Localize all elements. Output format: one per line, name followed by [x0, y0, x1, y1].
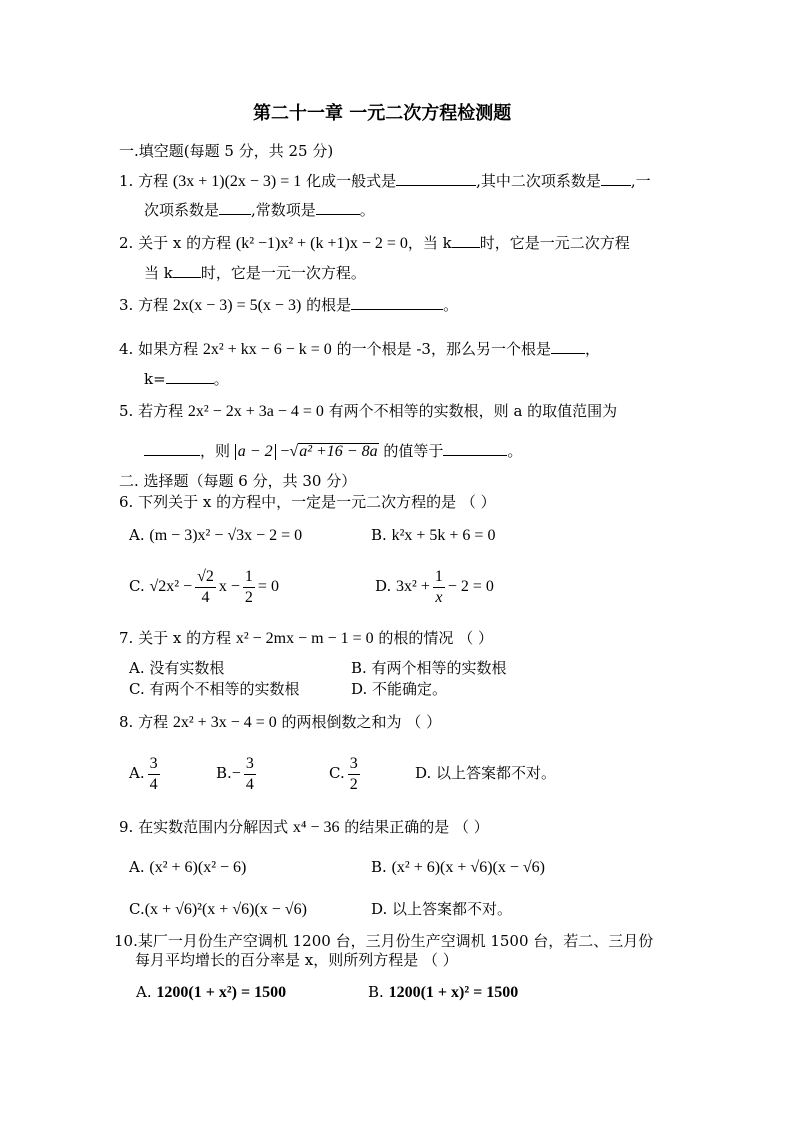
fraction — [348, 754, 360, 795]
answer-blank[interactable] — [316, 200, 360, 215]
absolute-value-expression: a − 2 — [235, 444, 276, 460]
fraction-denominator: 4 — [201, 588, 210, 606]
fraction-denominator: x — [435, 588, 443, 606]
answer-blank[interactable] — [396, 171, 476, 186]
option-label: D. — [375, 577, 392, 595]
fraction — [433, 567, 445, 608]
question-6-stem: 6. 下列关于 x 的方程中，一定是一元二次方程的是 （ ） — [119, 493, 496, 511]
answer-blank[interactable] — [219, 200, 251, 215]
question-text: ，则 — [200, 442, 231, 460]
question-text: 时，它是一元二次方程 — [479, 234, 630, 252]
question-text: 方程 — [138, 296, 169, 314]
question-text: 的根是 — [306, 296, 352, 314]
option-label: B. — [371, 858, 387, 876]
question-text: 化成一般式是 — [306, 172, 397, 190]
section-fill-blank-heading: 一.填空题(每题 5 分，共 25 分) — [119, 142, 334, 160]
fraction — [243, 567, 255, 608]
minus-sign: − — [280, 443, 290, 460]
option-equation: (x² + 6)(x² − 6) — [149, 859, 247, 876]
option-equation-part: √2x² − — [149, 578, 193, 595]
question-6-option-b[interactable] — [371, 525, 495, 546]
question-4-line-2 — [144, 369, 229, 389]
question-1-line-1: 1. 方程 (3x + 1)(2x − 3) = 1 化成一般式是 ,其中二次项系数是 ,一 — [119, 172, 651, 190]
question-10-line-1: 10.某厂一月份生产空调机 1200 台，三月份生产空调机 1500 台，若二、三月份 — [114, 932, 654, 950]
option-label: B. — [371, 526, 387, 544]
option-label: A. — [129, 858, 145, 876]
question-text: 7. 关于 x 的方程 — [119, 629, 232, 647]
question-5-line-1 — [119, 401, 617, 422]
question-number: 4. — [119, 340, 134, 358]
question-3 — [119, 295, 458, 316]
punctuation: 。 — [507, 442, 523, 460]
page-title: 第二十一章 一元二次方程检测题 — [253, 103, 512, 124]
question-7-option-a[interactable]: A. 没有实数根 — [129, 659, 225, 677]
fraction-numerator: 1 — [433, 567, 445, 588]
question-number: 3. — [119, 296, 134, 314]
fraction-numerator: 1 — [243, 567, 255, 588]
equation: 2x² + kx − 6 − k = 0 — [202, 341, 332, 358]
option-equation-part: − 2 = 0 — [447, 578, 494, 595]
question-number: 2. — [119, 234, 134, 252]
question-9-option-c[interactable] — [129, 899, 307, 920]
question-8-option-a[interactable] — [129, 752, 163, 795]
punctuation: 。 — [213, 370, 229, 388]
sqrt-expression: a² +16 − 8a — [299, 443, 378, 460]
question-number: 1. — [119, 172, 134, 190]
question-text: 关于 x 的方程 — [138, 234, 232, 252]
answer-blank[interactable] — [551, 339, 585, 354]
option-label: C. — [329, 764, 345, 782]
question-2-line-2 — [144, 263, 366, 283]
fraction-denominator: 4 — [149, 775, 158, 793]
fraction-numerator: √2 — [195, 567, 216, 588]
option-equation: 1200(1 + x²) = 1500 — [156, 984, 287, 1001]
question-number: 5. — [119, 402, 134, 420]
question-text: 有两个不相等的实数根，则 a 的取值范围为 — [328, 402, 618, 420]
option-equation-part: 3x² + — [396, 578, 430, 595]
question-9-option-a[interactable] — [129, 857, 246, 878]
option-label: B. — [368, 983, 384, 1001]
equation: 2x² − 2x + 3a − 4 = 0 — [187, 403, 324, 420]
answer-blank[interactable] — [443, 441, 507, 456]
option-label: A. — [129, 764, 145, 782]
equation: 2x(x − 3) = 5(x − 3) — [172, 297, 302, 314]
question-text: 的结果正确的是 （ ） — [344, 818, 489, 836]
answer-blank[interactable] — [601, 171, 631, 186]
fraction — [148, 754, 160, 795]
question-6-option-c[interactable] — [129, 566, 279, 608]
question-10-line-2: 每月平均增长的百分率是 x，则所列方程是 （ ） — [135, 951, 458, 969]
question-text: 9. 在实数范围内分解因式 — [119, 818, 289, 836]
answer-blank[interactable] — [166, 369, 214, 384]
question-8-option-d[interactable]: D. 以上答案都不对。 — [415, 764, 557, 782]
option-label: A. — [136, 983, 152, 1001]
option-equation-part: = 0 — [257, 578, 279, 595]
question-9-option-d[interactable]: D. 以上答案都不对。 — [371, 900, 513, 918]
equation: (k² −1)x² + (k +1)x − 2 = 0 — [235, 235, 408, 252]
equation: 2x² + 3x − 4 = 0 — [172, 714, 277, 731]
question-text: 若方程 — [138, 402, 184, 420]
question-10-option-b[interactable] — [368, 982, 518, 1003]
option-label: B. — [216, 764, 232, 782]
answer-blank[interactable] — [144, 441, 200, 456]
question-8-option-b[interactable] — [216, 752, 259, 795]
punctuation: ， — [584, 340, 600, 358]
question-2-line-1 — [119, 233, 630, 254]
question-8-option-c[interactable] — [329, 752, 363, 795]
answer-blank[interactable] — [173, 263, 201, 278]
question-4-line-1 — [119, 339, 600, 360]
question-7-stem — [119, 628, 493, 649]
question-text: 次项系数是 — [144, 201, 220, 219]
question-9-option-b[interactable] — [371, 857, 545, 878]
fraction-numerator: 3 — [244, 754, 256, 775]
question-8-stem — [119, 712, 441, 733]
question-9-stem — [119, 817, 489, 838]
question-7-option-b[interactable]: B. 有两个相等的实数根 — [351, 659, 507, 677]
sqrt-symbol: √ — [289, 443, 299, 460]
question-10-option-a[interactable] — [136, 982, 286, 1003]
question-text: ,常数项是 — [251, 201, 316, 219]
option-equation: (m − 3)x² − √3x − 2 = 0 — [149, 527, 303, 544]
question-text: 8. 方程 — [119, 713, 169, 731]
question-text: 方程 — [138, 172, 169, 190]
option-equation: 1200(1 + x)² = 1500 — [388, 984, 519, 1001]
question-text: 的值等于 — [383, 442, 444, 460]
fraction — [195, 567, 216, 608]
fraction — [244, 754, 256, 795]
question-1-line-2 — [144, 200, 375, 220]
fraction-denominator: 2 — [244, 588, 253, 606]
question-text: ，当 k — [407, 234, 452, 252]
question-text: 当 k — [144, 264, 173, 282]
option-equation: (x + √6)²(x + √6)(x − √6) — [144, 901, 307, 918]
option-label: C. — [129, 577, 145, 595]
minus-sign: − — [231, 765, 241, 782]
punctuation: 。 — [443, 296, 459, 314]
question-6-option-d[interactable] — [375, 566, 494, 608]
answer-blank[interactable] — [452, 233, 480, 248]
fraction-numerator: 3 — [148, 754, 160, 775]
fraction-denominator: 2 — [349, 775, 358, 793]
answer-blank[interactable] — [351, 295, 443, 310]
question-text: 的根的情况 （ ） — [378, 629, 493, 647]
equation: x² − 2mx − m − 1 = 0 — [235, 630, 374, 647]
question-text: 的两根倒数之和为 （ ） — [281, 713, 442, 731]
option-equation-part: x − — [218, 578, 240, 595]
section-multiple-choice-heading: 二. 选择题（每题 6 分，共 30 分） — [119, 472, 357, 490]
question-6-option-a[interactable] — [129, 525, 302, 546]
option-equation: k²x + 5k + 6 = 0 — [391, 527, 496, 544]
equation: (3x + 1)(2x − 3) = 1 — [172, 173, 302, 190]
question-text: 的一个根是 -3，那么另一个根是 — [336, 340, 551, 358]
question-5-line-2 — [144, 441, 522, 462]
question-7-option-c[interactable]: C. 有两个不相等的实数根 — [129, 680, 300, 698]
option-equation: (x² + 6)(x + √6)(x − √6) — [391, 859, 545, 876]
question-7-option-d[interactable]: D. 不能确定。 — [351, 680, 448, 698]
fraction-denominator: 4 — [245, 775, 254, 793]
equation: x⁴ − 36 — [292, 819, 340, 836]
option-label: C. — [129, 900, 145, 918]
question-text: ,其中二次项系数是 — [476, 172, 601, 190]
fraction-numerator: 3 — [348, 754, 360, 775]
question-text: 如果方程 — [138, 340, 199, 358]
question-text: 时，它是一元一次方程。 — [200, 264, 366, 282]
option-label: A. — [129, 526, 145, 544]
punctuation: 。 — [359, 201, 375, 219]
question-text: k= — [144, 370, 166, 388]
